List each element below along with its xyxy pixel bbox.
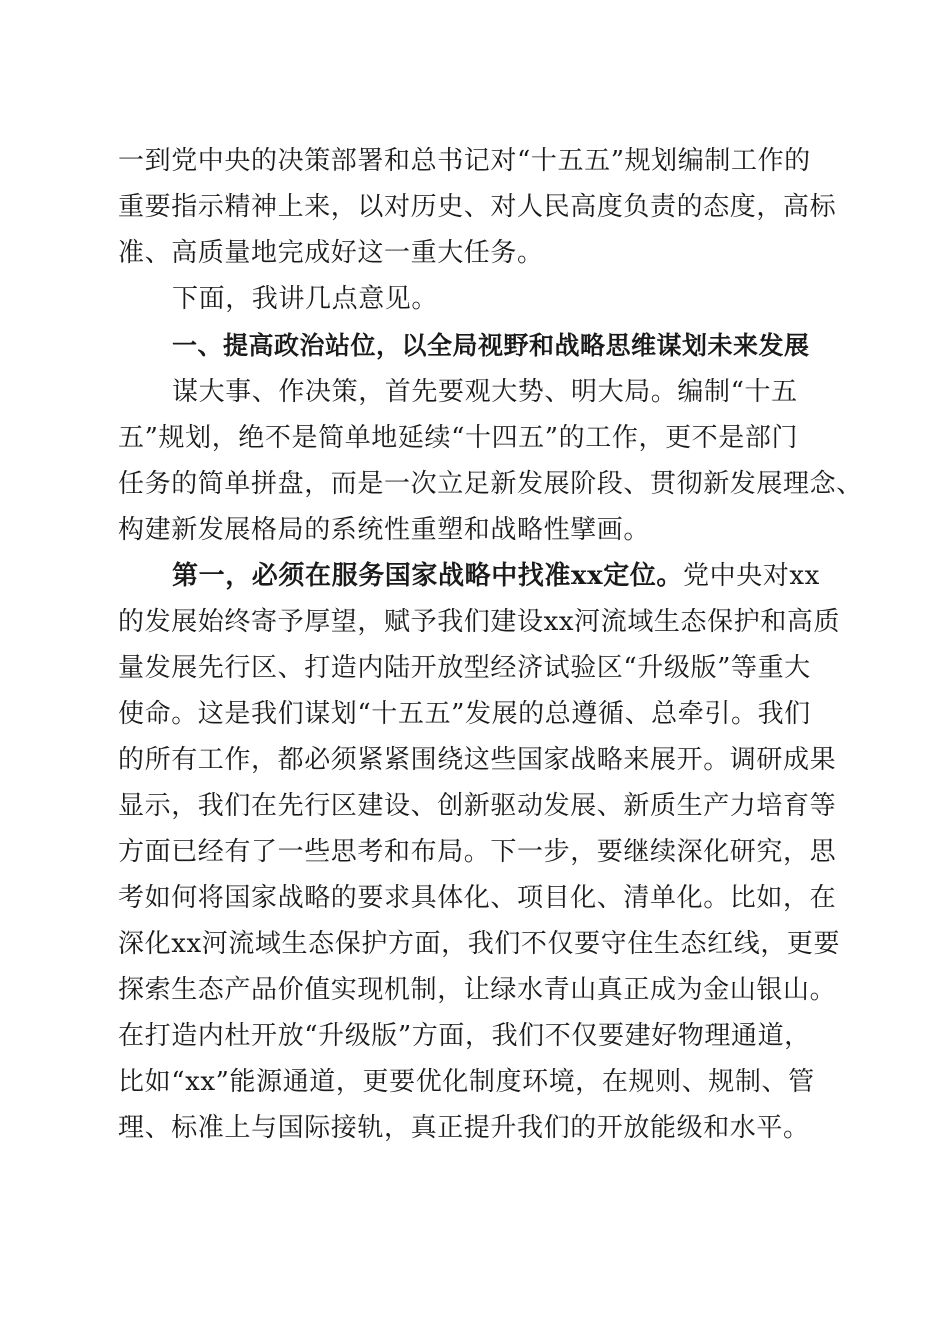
subheading-first: 第一，必须在服务国家战略中找准xx定位。 (172, 561, 684, 591)
paragraph-line: 探索生态产品价值实现机制，让绿水青山真正成为金山银山。 (118, 975, 837, 1005)
section-heading: 一、提高政治站位，以全局视野和战略思维谋划未来发展 (172, 331, 810, 360)
paragraph-line: 一到党中央的决策部署和总书记对“十五五”规划编制工作的 (118, 146, 811, 176)
paragraph-line: 显示，我们在先行区建设、创新驱动发展、新质生产力培育等 (118, 791, 837, 821)
paragraph-line: 量发展先行区、打造内陆开放型经济试验区“升级版”等重大 (118, 653, 811, 683)
paragraph-line: 的所有工作，都必须紧紧围绕这些国家战略来展开。调研成果 (118, 745, 837, 775)
paragraph-line (172, 559, 892, 593)
paragraph-line: 重要指示精神上来，以对历史、对人民高度负责的态度，高标 (118, 192, 837, 222)
paragraph-line: 五”规划，绝不是简单地延续“十四五”的工作，更不是部门 (118, 423, 799, 453)
paragraph-line: 谋大事、作决策，首先要观大势、明大局。编制“十五 (172, 377, 798, 407)
paragraph-line: 使命。这是我们谋划“十五五”发展的总遵循、总牵引。我们 (118, 699, 811, 729)
paragraph-line: 理、标准上与国际接轨，真正提升我们的开放能级和水平。 (118, 1113, 810, 1143)
paragraph-line: 准、高质量地完成好这一重大任务。 (118, 238, 544, 268)
paragraph-line: 方面已经有了一些思考和布局。下一步，要继续深化研究，思 (118, 837, 837, 867)
paragraph-line: 在打造内杜开放“升级版”方面，我们不仅要建好物理通道， (118, 1021, 811, 1051)
paragraph-line: 比如“xx”能源通道，更要优化制度环境，在规则、规制、管 (118, 1067, 815, 1097)
paragraph-line: 下面，我讲几点意见。 (172, 284, 439, 314)
paragraph-line: 深化xx河流域生态保护方面，我们不仅要守住生态红线，更要 (118, 929, 841, 959)
paragraph-line: 的发展始终寄予厚望，赋予我们建设xx河流域生态保护和高质 (118, 607, 841, 637)
paragraph-line: 构建新发展格局的系统性重塑和战略性擘画。 (118, 515, 651, 545)
paragraph-continuation: 党中央对xx (683, 561, 820, 591)
paragraph-line: 任务的简单拼盘，而是一次立足新发展阶段、贯彻新发展理念、 (118, 469, 863, 499)
paragraph-line: 考如何将国家战略的要求具体化、项目化、清单化。比如，在 (118, 883, 837, 913)
